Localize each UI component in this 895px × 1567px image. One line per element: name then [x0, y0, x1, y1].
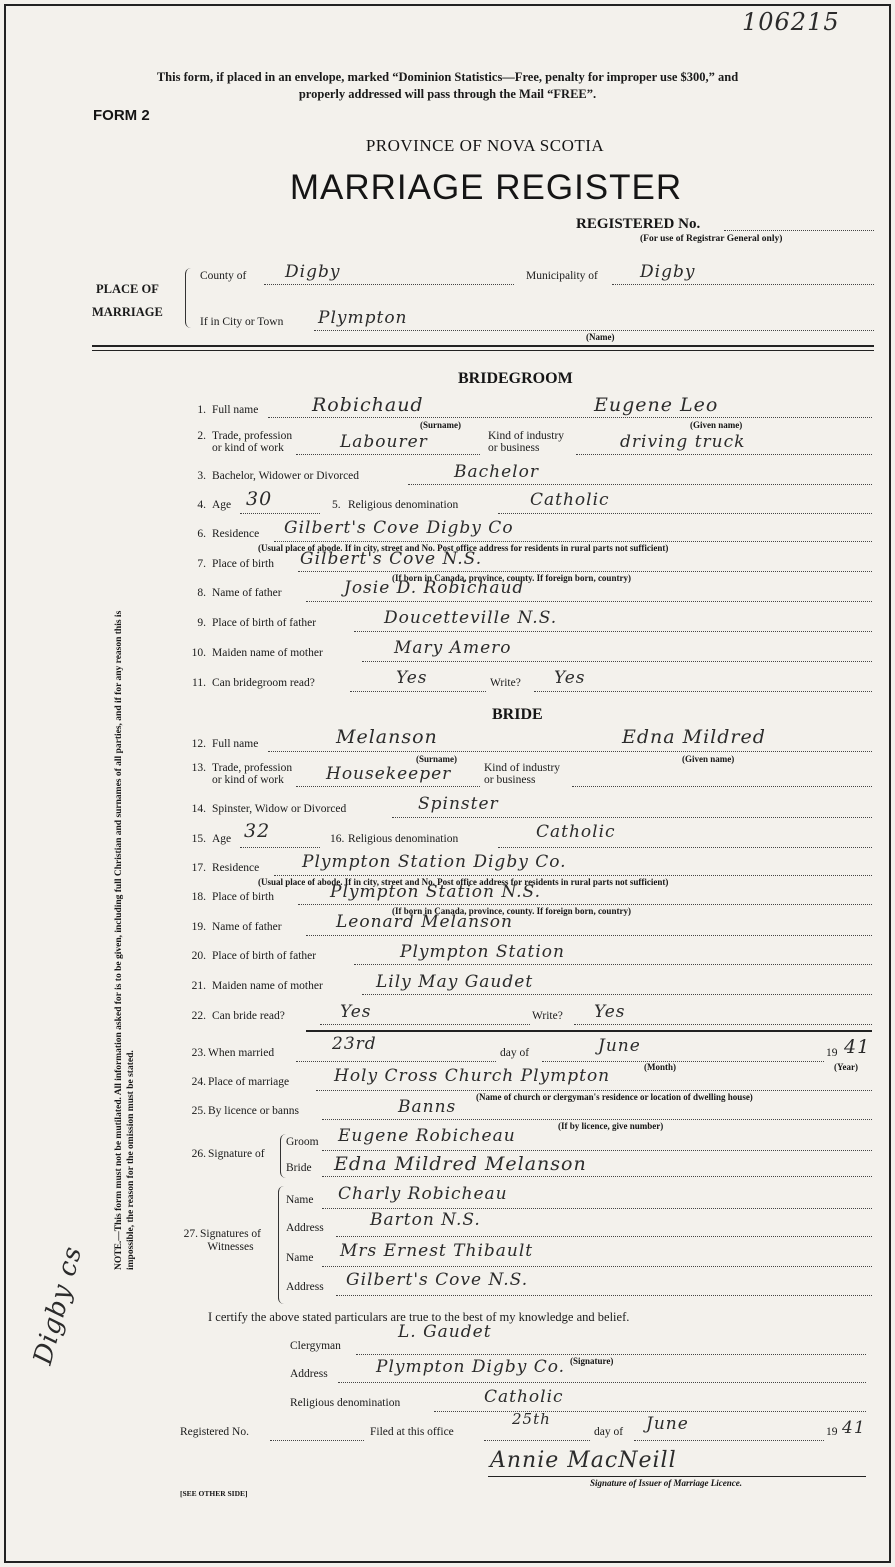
marriage-place-caption: (Name of church or clergyman's residence or location of dwelling house)	[476, 1092, 753, 1102]
header-notice-line1: This form, if placed in an envelope, marked “Dominion Statistics—Free, penalty for improper use $300,” and	[156, 70, 739, 84]
licence-caption: (If by licence, give number)	[558, 1121, 664, 1131]
row-number: 24.	[191, 1076, 206, 1088]
groom-residence-value: Gilbert's Cove Digby Co	[284, 518, 514, 538]
groom-father-birth-line	[354, 631, 872, 632]
bride-birthplace-label: Place of birth	[212, 891, 274, 903]
filed-day-value: 25th	[512, 1410, 551, 1428]
city-label: If in City or Town	[200, 316, 284, 328]
when-married-day-line	[296, 1061, 496, 1062]
row-number: 20.	[191, 950, 206, 962]
bride-residence-caption: (Usual place of abode. If in city, street and No. Post office address for residents in rural parts not sufficient)	[258, 877, 669, 887]
row-number: 23.	[191, 1047, 206, 1059]
row-number: 8.	[197, 587, 206, 599]
row-number: 19.	[191, 921, 206, 933]
filed-label: Filed at this office	[370, 1426, 454, 1438]
groom-religion-value: Catholic	[530, 490, 610, 510]
row-number: 22.	[191, 1010, 206, 1022]
bride-father-birth-line	[354, 964, 872, 965]
when-married-day-of: day of	[500, 1047, 530, 1059]
bride-surname-value: Melanson	[336, 726, 438, 748]
bride-father-birth-value: Plympton Station	[400, 942, 565, 962]
registered-no-line	[724, 230, 874, 231]
row-number: 21.	[191, 980, 206, 992]
witness2-name-label: Name	[286, 1252, 314, 1264]
groom-industry-line	[576, 454, 872, 455]
when-married-month-line	[542, 1061, 824, 1062]
county-line	[264, 284, 514, 285]
marriage-place-value: Holy Cross Church Plympton	[334, 1066, 611, 1086]
bride-birthplace-line	[298, 904, 872, 905]
bride-residence-line	[274, 875, 872, 876]
groom-surname-caption: (Surname)	[420, 420, 461, 430]
licence-label: By licence or banns	[208, 1105, 300, 1117]
row-number: 14.	[191, 803, 206, 815]
witness1-address-value: Barton N.S.	[370, 1210, 481, 1230]
row-number: 2.	[197, 430, 206, 442]
side-note: NOTE.—This form must not be mutilated. All information asked for is to be given, including full Christian and surnames of all parties, and if for any reason this is impossible, the reason for the omission must be stated.	[114, 610, 136, 1270]
groom-signature-value: Eugene Robicheau	[338, 1126, 516, 1146]
form-label: FORM 2	[93, 107, 150, 124]
bride-age-label: Age	[212, 833, 232, 845]
bride-read-value: Yes	[340, 1002, 372, 1022]
place-brace	[185, 268, 194, 328]
row-number: 13.	[191, 762, 206, 774]
witness2-name-line	[322, 1266, 872, 1267]
place-section-label-1: PLACE OF	[96, 282, 159, 296]
witnesses-label: Signatures of Witnesses	[200, 1228, 262, 1253]
groom-write-value: Yes	[554, 668, 586, 688]
bride-mother-value: Lily May Gaudet	[376, 972, 534, 992]
when-married-month-value: June	[598, 1036, 641, 1056]
registered-label: Registered No.	[180, 1426, 249, 1438]
bride-status-label: Spinster, Widow or Divorced	[212, 803, 347, 815]
month-caption: (Month)	[644, 1062, 676, 1072]
cert-religion-value: Catholic	[484, 1387, 564, 1407]
filed-day-of: day of	[594, 1426, 624, 1438]
groom-signature-line	[322, 1150, 872, 1151]
bride-read-label: Can bride read?	[212, 1010, 285, 1022]
groom-residence-line	[274, 541, 872, 542]
groom-given-name-value: Eugene Leo	[594, 394, 719, 416]
bride-write-label: Write?	[532, 1010, 563, 1022]
page-title: MARRIAGE REGISTER	[289, 168, 683, 207]
groom-residence-label: Residence	[212, 528, 260, 540]
row-number: 15.	[191, 833, 206, 845]
groom-birthplace-line	[298, 571, 872, 572]
bride-signature-line	[322, 1176, 872, 1177]
city-name-caption: (Name)	[586, 332, 615, 342]
filed-month-line	[634, 1440, 824, 1441]
bride-residence-value: Plympton Station Digby Co.	[302, 852, 567, 872]
row-number: 7.	[197, 558, 206, 570]
witness1-name-line	[322, 1208, 872, 1209]
witnesses-brace	[278, 1186, 285, 1304]
groom-industry-value: driving truck	[620, 432, 746, 452]
registered-no-note: (For use of Registrar General only)	[640, 234, 783, 244]
bride-birthplace-caption: (If born in Canada, province, county. If foreign born, country)	[392, 906, 631, 916]
bride-write-line	[574, 1024, 872, 1025]
cert-address-line	[338, 1382, 866, 1383]
filed-month-value: June	[646, 1414, 689, 1434]
groom-mother-label: Maiden name of mother	[212, 647, 323, 659]
bride-trade-line	[296, 786, 480, 787]
witness1-address-line	[336, 1236, 872, 1237]
groom-read-label: Can bridegroom read?	[212, 677, 315, 689]
bride-father-line	[306, 935, 872, 936]
cert-religion-line	[434, 1411, 866, 1412]
groom-write-label: Write?	[490, 677, 521, 689]
bride-read-line	[320, 1024, 530, 1025]
bride-age-line	[240, 847, 320, 848]
bride-religion-value: Catholic	[536, 822, 616, 842]
row-number: 1.	[197, 404, 206, 416]
filed-year-value: 41	[842, 1418, 866, 1438]
bride-industry-label: Kind of industry or business	[484, 762, 561, 786]
bride-full-name-line	[268, 751, 872, 752]
municipality-label: Municipality of	[526, 270, 598, 282]
document-number: 106215	[742, 8, 840, 36]
witness1-name-value: Charly Robicheau	[338, 1184, 508, 1204]
row-number: 26.	[191, 1148, 206, 1160]
when-married-label: When married	[208, 1047, 275, 1059]
header-notice-line2: properly addressed will pass through the Mail “FREE”.	[298, 87, 597, 101]
place-divider-1	[92, 345, 874, 347]
row-number: 27.	[183, 1228, 198, 1240]
bride-signature-value: Edna Mildred Melanson	[334, 1153, 587, 1175]
groom-father-birth-label: Place of birth of father	[212, 617, 317, 629]
row-number: 17.	[191, 862, 206, 874]
registered-no-label: REGISTERED No.	[576, 216, 701, 232]
bride-religion-num: 16.	[330, 833, 345, 845]
bride-residence-label: Residence	[212, 862, 260, 874]
bride-divider	[306, 1030, 872, 1032]
signature-of-label: Signature of	[208, 1148, 265, 1160]
bride-trade-value: Housekeeper	[326, 764, 452, 784]
signature-caption: (Signature)	[570, 1356, 614, 1366]
year-caption: (Year)	[834, 1062, 858, 1072]
groom-age-line	[240, 513, 320, 514]
groom-trade-label: Trade, profession or kind of work	[212, 430, 293, 454]
bride-signature-label: Bride	[286, 1162, 312, 1174]
bridegroom-heading: BRIDEGROOM	[458, 370, 573, 387]
witness2-address-value: Gilbert's Cove N.S.	[346, 1270, 529, 1290]
province-heading: PROVINCE OF NOVA SCOTIA	[365, 136, 605, 155]
bride-father-label: Name of father	[212, 921, 282, 933]
groom-birthplace-value: Gilbert's Cove N.S.	[300, 549, 483, 569]
county-value: Digby	[285, 262, 341, 282]
when-married-year-value: 41	[844, 1036, 871, 1058]
cert-address-label: Address	[290, 1368, 328, 1380]
when-married-day-value: 23rd	[332, 1034, 377, 1054]
groom-religion-label: Religious denomination	[348, 499, 459, 511]
groom-industry-label: Kind of industry or business	[488, 430, 565, 454]
cert-address-value: Plympton Digby Co.	[376, 1357, 566, 1377]
groom-religion-num: 5.	[332, 499, 341, 511]
groom-age-value: 30	[246, 488, 273, 510]
row-number: 3.	[197, 470, 206, 482]
row-number: 10.	[191, 647, 206, 659]
bride-birthplace-value: Plympton Station N.S.	[330, 882, 542, 902]
bride-father-birth-label: Place of birth of father	[212, 950, 317, 962]
registered-line	[270, 1440, 364, 1441]
marriage-place-line	[316, 1090, 872, 1091]
city-value: Plympton	[318, 308, 408, 328]
licence-value: Banns	[398, 1097, 457, 1117]
county-label: County of	[200, 270, 247, 282]
groom-father-birth-value: Doucetteville N.S.	[384, 608, 558, 628]
groom-trade-value: Labourer	[340, 432, 428, 452]
bride-status-line	[392, 817, 872, 818]
bride-surname-caption: (Surname)	[416, 754, 457, 764]
row-number: 11.	[192, 677, 206, 689]
marriage-place-label: Place of marriage	[208, 1076, 290, 1088]
municipality-value: Digby	[640, 262, 696, 282]
clergyman-value: L. Gaudet	[398, 1322, 492, 1342]
groom-read-value: Yes	[396, 668, 428, 688]
bride-heading: BRIDE	[492, 706, 543, 723]
bride-trade-label: Trade, profession or kind of work	[212, 762, 293, 786]
groom-mother-line	[362, 661, 872, 662]
groom-age-label: Age	[212, 499, 232, 511]
witness2-name-value: Mrs Ernest Thibault	[340, 1241, 534, 1261]
witness1-name-label: Name	[286, 1194, 314, 1206]
bride-write-value: Yes	[594, 1002, 626, 1022]
issuer-signature: Annie MacNeill	[490, 1448, 677, 1473]
groom-full-name-label: Full name	[212, 404, 259, 416]
issuer-caption: Signature of Issuer of Marriage Licence.	[590, 1478, 743, 1488]
groom-status-line	[408, 484, 872, 485]
issuer-signature-line	[488, 1476, 866, 1477]
bride-industry-line	[572, 786, 872, 787]
clergyman-label: Clergyman	[290, 1340, 341, 1352]
certify-statement: I certify the above stated particulars are true to the best of my knowledge and belief.	[208, 1310, 630, 1324]
when-married-year-prefix: 19	[826, 1047, 838, 1059]
groom-write-line	[534, 691, 872, 692]
groom-full-name-line	[268, 417, 872, 418]
witness1-address-label: Address	[286, 1222, 324, 1234]
groom-father-line	[306, 601, 872, 602]
witness2-address-label: Address	[286, 1281, 324, 1293]
groom-birthplace-caption: (If born in Canada, province, county. If foreign born, country)	[392, 573, 631, 583]
row-number: 6.	[197, 528, 206, 540]
groom-father-label: Name of father	[212, 587, 282, 599]
see-other-side: [SEE OTHER SIDE]	[180, 1489, 248, 1498]
cert-religion-label: Religious denomination	[290, 1397, 401, 1409]
bride-given-caption: (Given name)	[682, 754, 735, 764]
groom-read-line	[350, 691, 486, 692]
row-number: 25.	[191, 1105, 206, 1117]
bride-religion-line	[498, 847, 872, 848]
witness2-address-line	[336, 1295, 872, 1296]
city-line	[314, 330, 874, 331]
groom-signature-label: Groom	[286, 1136, 319, 1148]
row-number: 9.	[197, 617, 206, 629]
bride-religion-label: Religious denomination	[348, 833, 459, 845]
filed-year-prefix: 19	[826, 1426, 838, 1438]
groom-religion-line	[498, 513, 872, 514]
groom-mother-value: Mary Amero	[394, 638, 512, 658]
place-divider-2	[92, 350, 874, 351]
filed-day-line	[484, 1440, 590, 1441]
bride-mother-line	[362, 994, 872, 995]
licence-line	[322, 1119, 872, 1120]
row-number: 18.	[191, 891, 206, 903]
clergyman-line	[356, 1354, 866, 1355]
groom-trade-line	[296, 454, 480, 455]
municipality-line	[612, 284, 874, 285]
bride-father-value: Leonard Melanson	[336, 912, 513, 932]
row-number: 4.	[197, 499, 206, 511]
bride-status-value: Spinster	[418, 794, 499, 814]
groom-given-caption: (Given name)	[690, 420, 743, 430]
groom-residence-caption: (Usual place of abode. If in city, street and No. Post office address for residents in rural parts not sufficient)	[258, 543, 669, 553]
bride-age-value: 32	[244, 820, 271, 842]
bride-full-name-label: Full name	[212, 738, 259, 750]
bride-given-name-value: Edna Mildred	[622, 726, 766, 748]
margin-mark: Digby cs	[28, 1242, 89, 1368]
groom-surname-value: Robichaud	[312, 394, 424, 416]
row-number: 12.	[191, 738, 206, 750]
bride-mother-label: Maiden name of mother	[212, 980, 323, 992]
groom-status-label: Bachelor, Widower or Divorced	[212, 470, 360, 482]
groom-status-value: Bachelor	[454, 462, 539, 482]
groom-father-value: Josie D. Robichaud	[344, 578, 525, 598]
place-section-label-2: MARRIAGE	[92, 305, 163, 319]
groom-birthplace-label: Place of birth	[212, 558, 274, 570]
